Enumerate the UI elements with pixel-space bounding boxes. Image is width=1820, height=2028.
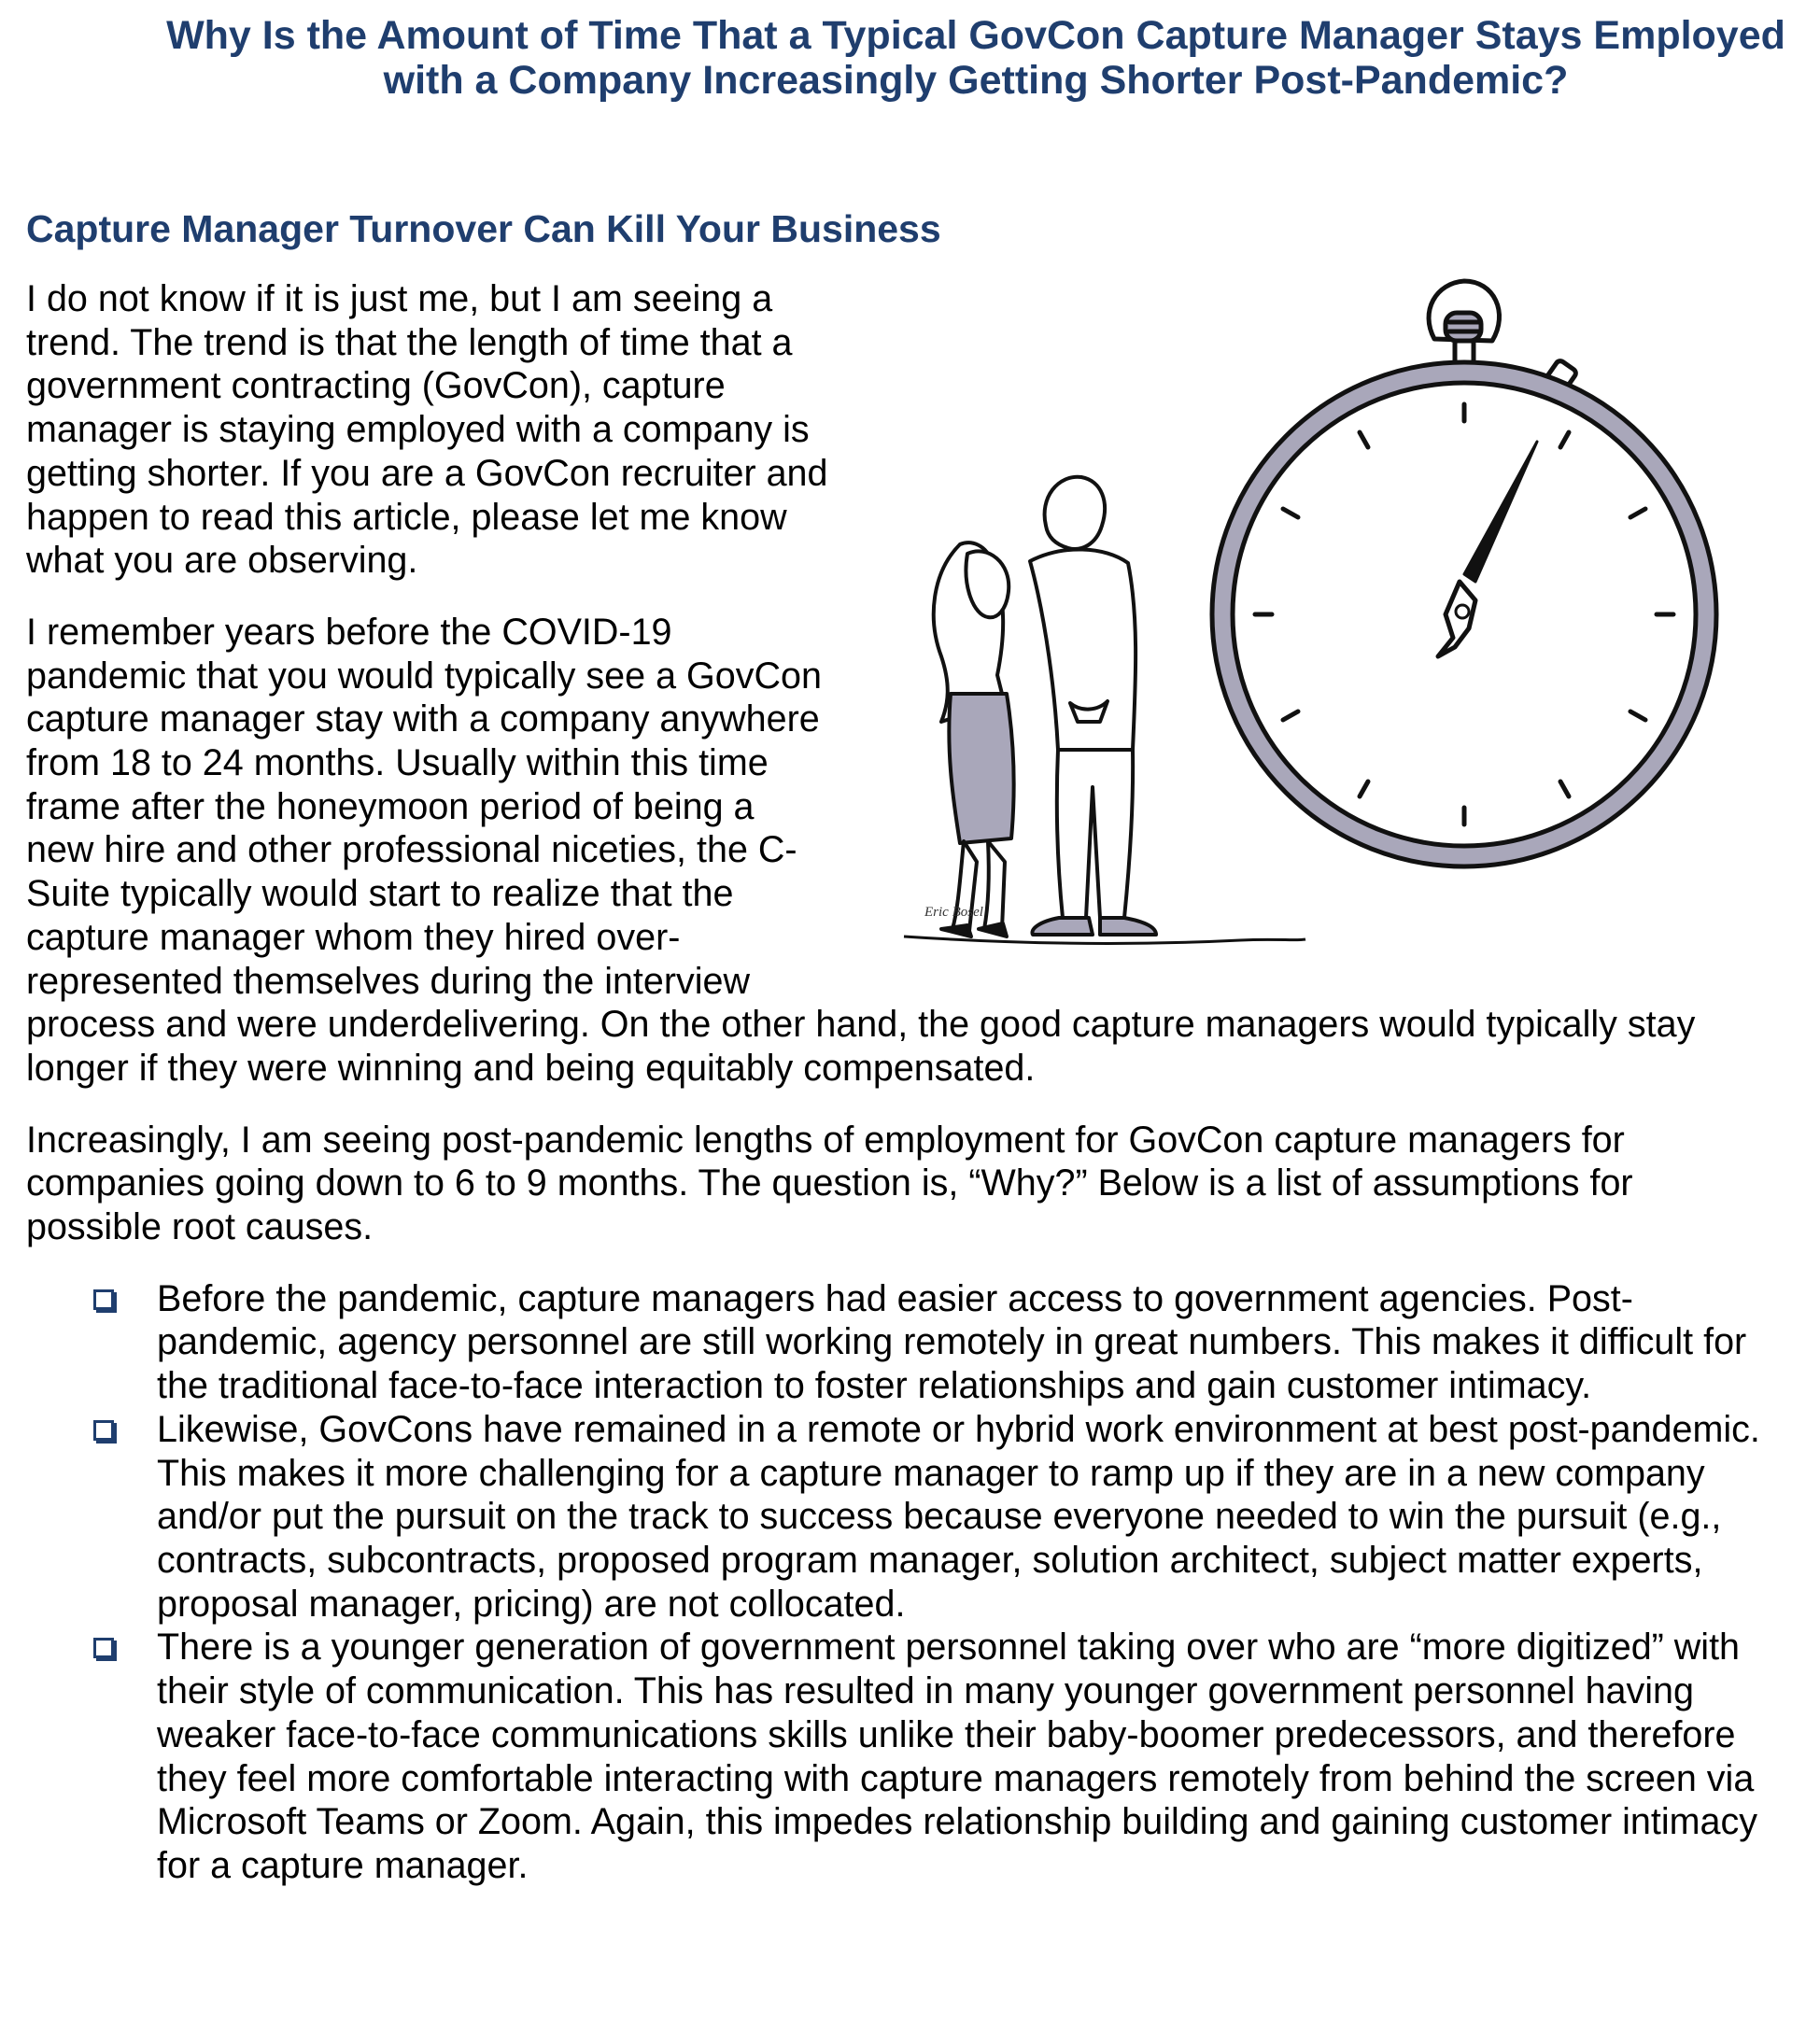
section-heading: Capture Manager Turnover Can Kill Your Business <box>26 207 941 250</box>
man-figure <box>1030 477 1156 935</box>
root-cause-list <box>26 1277 1772 1888</box>
checkbox-bullet-icon <box>93 1289 114 1310</box>
list-item-text: There is a younger generation of government personnel taking over who are “more digitized” with their style of communication. This has resulted in many younger government personnel having weaker face-to-face communications skills unlike their baby-boomer predecessors, and therefore they feel more comfortable interacting with capture managers remotely from behind the screen via Microsoft Teams or Zoom. Again, this impedes relationship building and gaining customer intimacy for a capture manager. <box>157 1627 1757 1886</box>
list-item-text: Before the pandemic, capture managers had easier access to government agencies. Post-pandemic, agency personnel are still working remotely in great numbers. This makes it difficult for the traditional face-to-face interaction to foster relationships and gain customer intimacy. <box>157 1277 1747 1407</box>
paragraph-2: I remember years before the COVID-19 pandemic that you would typically see a GovCon capture manager stay with a company anywhere from 18 to 24 months. Usually within this time frame after the honeymoon period of being a new hire and other professional niceties, the C-Suite typically would start to realize that the capture manager whom they hired over-represented themselves during the interview process and were underdelivering. On the other hand, the good capture managers would typically stay longer if they were winning and being equitably compensated. <box>26 611 1696 1089</box>
article-body <box>26 277 1772 1888</box>
document-title: Why Is the Amount of Time That a Typical GovCon Capture Manager Stays Employed with a Company Increasingly Getting Shorter Post-Pandemic? <box>166 13 1785 103</box>
paragraph-3: Increasingly, I am seeing post-pandemic lengths of employment for GovCon capture managers for companies going down to 6 to 9 months. The question is, “Why?” Below is a list of assumptions for possible root causes. <box>26 1119 1633 1248</box>
list-item <box>26 1277 1772 1408</box>
list-item <box>26 1408 1772 1627</box>
list-item-text: Likewise, GovCons have remained in a remote or hybrid work environment at best post-pandemic. This makes it more challenging for a capture manager to ramp up if they are in a new company and/or put the pursuit on the track to success because everyone needed to win the pursuit (e.g., contracts, subcontracts, proposed program manager, solution architect, subject matter experts, proposal manager, pricing) are not collocated. <box>157 1408 1760 1625</box>
paragraph-1: I do not know if it is just me, but I am seeing a trend. The trend is that the length of time that a government contracting (GovCon), capture manager is staying employed with a company is getting shorter. If you are a GovCon recruiter and happen to read this article, please let me know what you are observing. <box>26 278 828 582</box>
stopwatch-illustration <box>848 264 1772 974</box>
checkbox-bullet-icon <box>93 1420 114 1441</box>
artist-signature: Eric Bosel <box>924 905 983 920</box>
list-item <box>26 1626 1772 1887</box>
woman-figure <box>934 542 1014 937</box>
checkbox-bullet-icon <box>93 1638 114 1658</box>
